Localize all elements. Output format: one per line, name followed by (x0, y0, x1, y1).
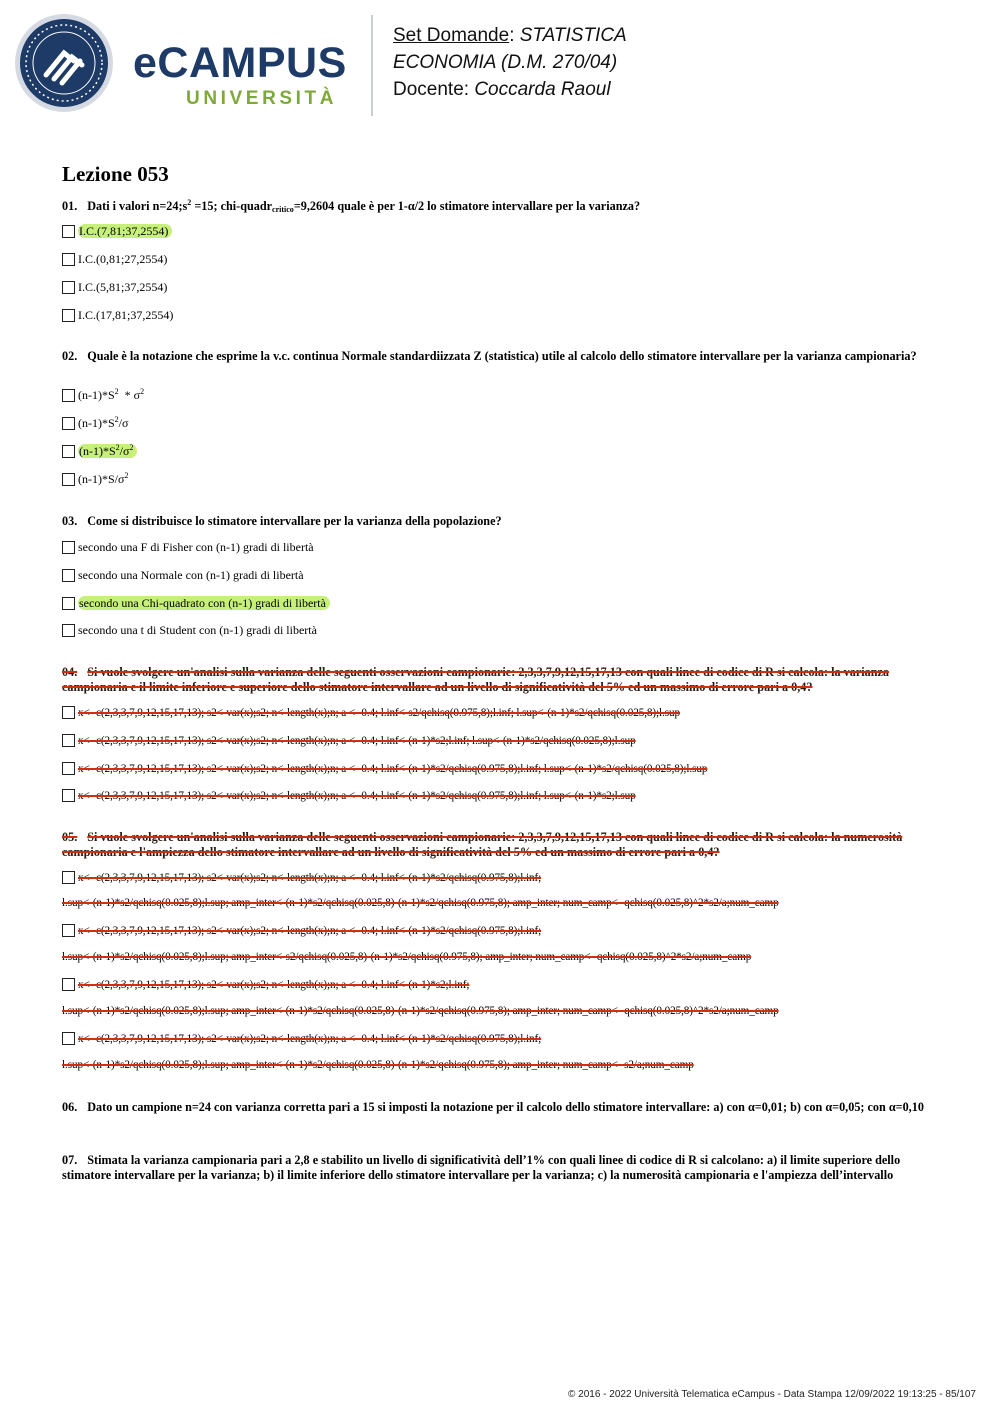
answer-option[interactable] (62, 924, 541, 937)
question-03 (62, 514, 936, 529)
answer-label: x<- c(2,3,3,7,9,12,15,17,13); s2<-var(x);s2; n<-length(x);n; a <- 0.4; l.inf<-(n-1)*s2/qchisq(0.975,8);l.inf; l.sup<-(n-1)*s2;l.sup (78, 790, 636, 802)
answer-checkbox[interactable] (62, 1032, 75, 1045)
question-text: Quale è la notazione che esprime la v.c. continua Normale standardiizzata Z (statistica) utile al calcolo dello stimatore intervallare per la varianza campionaria? (87, 349, 917, 363)
answer-checkbox[interactable] (62, 789, 75, 802)
question-01 (62, 199, 936, 214)
page-footer: © 2016 - 2022 Università Telematica eCampus - Data Stampa 12/09/2022 19:13:25 - 85/107 (568, 1389, 976, 1400)
answer-label-continuation: l.sup<-(n-1)*s2/qchisq(0.025,8);l.sup; amp_inter<-(n-1)*s2/qchisq(0.025,8)-(n-1)*s2/qchisq(0.975,8); amp_inter; num_camp<- s2/a;num_camp (62, 1059, 694, 1071)
question-text: Si vuole svolgere un'analisi sulla varianza delle seguenti osservazioni campionarie: 2,3,3,7,9,12,15,17,13 con quali linee di codice di R si calcola: la varianza campionaria e il limite inferiore e superiore dello stimatore intervallare ad un livello di significatività del 5% ed un massimo di errore pari a 0,4? (62, 665, 890, 694)
teacher-label: Docente: (393, 79, 475, 100)
answer-checkbox[interactable] (62, 734, 75, 747)
answer-label: $(n-1)*S^2/\sigma$ (78, 415, 129, 430)
question-sup: 2 (187, 198, 192, 207)
answer-option[interactable] (62, 389, 144, 402)
question-number: 03. (62, 514, 78, 528)
ecampus-wordmark: eCAMPUS (133, 39, 347, 87)
subject-line-2: ECONOMIA (D.M. 270/04) (393, 52, 618, 73)
question-number: 02. (62, 349, 78, 363)
answer-option[interactable] (62, 734, 636, 747)
answer-checkbox[interactable] (62, 417, 75, 430)
answer-label: secondo una F di Fisher con (n-1) gradi di libertà (78, 540, 314, 554)
question-07 (62, 1153, 936, 1183)
answer-label-continuation: l.sup<-(n-1)*s2/qchisq(0.025,8);l.sup; amp_inter<-(n-1)*s2/qchisq(0.025,8)-(n-1)*s2/qchisq(0.975,8); amp_inter; num_camp<- qchisq(0.025,8)^2*s2/a;num_camp (62, 897, 779, 909)
answer-label: $(n-1)*S^2 * \sigma^2$ (78, 387, 145, 402)
answer-label: x<- c(2,3,3,7,9,12,15,17,13); s2<-var(x);s2; n<-length(x);n; a <- 0.4; l.inf<-(n-1)*s2/qchisq(0.975,8);l.inf; (78, 872, 542, 884)
answer-option[interactable] (62, 281, 167, 294)
question-number: 06. (62, 1100, 78, 1114)
question-text: Come si distribuisce lo stimatore intervallare per la varianza della popolazione? (87, 514, 502, 528)
subject-line-1: STATISTICA (519, 25, 627, 46)
question-06 (62, 1100, 936, 1115)
answer-checkbox[interactable] (62, 253, 75, 266)
answer-option[interactable] (62, 978, 469, 991)
question-05 (62, 830, 936, 860)
question-text: Dato un campione n=24 con varianza corretta pari a 15 si imposti la notazione per il calcolo dello stimatore intervallare: a) con α=0,01; b) con α=0,05; con α=0,10 (87, 1100, 924, 1114)
answer-checkbox[interactable] (62, 541, 75, 554)
question-sub: critico (272, 205, 294, 214)
question-02 (62, 349, 936, 364)
question-number: 01. (62, 199, 78, 213)
answer-checkbox[interactable] (62, 473, 75, 486)
answer-option[interactable] (62, 624, 317, 637)
answer-label: I.C.(5,81;37,2554) (78, 280, 168, 294)
universita-wordmark: UNIVERSITÀ (186, 88, 338, 109)
question-text: =9,2604 quale è per 1-α/2 lo stimatore intervallare per la varianza? (293, 199, 641, 213)
answer-label: secondo una Normale con (n-1) gradi di libertà (78, 568, 304, 582)
set-colon: : (509, 25, 520, 46)
question-text: Si vuole svolgere un'analisi sulla varianza delle seguenti osservazioni campionarie: 2,3,3,7,9,12,15,17,13 con quali linee di codice di R si calcola: la numerosità campionaria e l'ampiezza dello stimatore intervallare ad un livello di significatività del 5% ed un massimo di errore pari a 0,4? (62, 830, 903, 859)
answer-option[interactable] (62, 417, 128, 430)
answer-label: I.C.(0,81;27,2554) (78, 252, 168, 266)
answer-label: x<- c(2,3,3,7,9,12,15,17,13); s2<-var(x);s2; n<-length(x);n; a <- 0.4; l.inf<-(n-1)*s2;l.inf; (78, 979, 470, 991)
answer-checkbox[interactable] (62, 445, 75, 458)
answer-option[interactable] (62, 253, 167, 266)
teacher-line (393, 80, 611, 99)
answer-option[interactable] (62, 597, 330, 610)
question-text: Dati i valori n=24;s (87, 199, 188, 213)
answer-label-continuation: l.sup<-(n-1)*s2/qchisq(0.025,8);l.sup; amp_inter<-s2/qchisq(0.025,8)-(n-1)*s2/qchisq(0.975,8); amp_inter; num_camp<- qchisq(0.025,8)^2*s2/a;num_camp (62, 951, 752, 963)
answer-option[interactable] (62, 762, 707, 775)
answer-label: x<- c(2,3,3,7,9,12,15,17,13); s2<-var(x);s2; n<-length(x);n; a <- 0.4; l.inf<-s2/qchisq(0.975,8);l.inf; l.sup<-(n-1)*s2/qchisq(0.025,8);l.sup (78, 707, 681, 719)
answer-option[interactable] (62, 225, 172, 238)
answer-checkbox[interactable] (62, 309, 75, 322)
answer-checkbox[interactable] (62, 924, 75, 937)
answer-label: $(n-1)*S/\sigma^2$ (78, 471, 129, 486)
answer-label: x<- c(2,3,3,7,9,12,15,17,13); s2<-var(x);s2; n<-length(x);n; a <- 0.4; l.inf<-(n-1)*s2/qchisq(0.975,8);l.inf; (78, 925, 542, 937)
question-number: 05. (62, 830, 78, 844)
university-seal-logo (14, 13, 114, 113)
answer-label-continuation: l.sup<-(n-1)*s2/qchisq(0.025,8);l.sup; amp_inter<-(n-1)*s2/qchisq(0.025,8)-(n-1)*s2/qchisq(0.975,8); amp_inter; num_camp<- qchisq(0.025,8)^2*s2/a;num_camp (62, 1005, 779, 1017)
answer-label-correct: secondo una Chi-quadrato con (n-1) gradi di libertà (78, 596, 330, 610)
answer-label: I.C.(17,81;37,2554) (78, 308, 174, 322)
answer-checkbox[interactable] (62, 978, 75, 991)
answer-option[interactable] (62, 569, 304, 582)
answer-option[interactable] (62, 1032, 541, 1045)
answer-option[interactable] (62, 309, 173, 322)
answer-label: x<- c(2,3,3,7,9,12,15,17,13); s2<-var(x);s2; n<-length(x);n; a <- 0.4; l.inf<-(n-1)*s2/qchisq(0.975,8);l.inf; l.sup<-(n-1)*s2/qchisq(0.025,8);l.sup (78, 763, 708, 775)
answer-option[interactable] (62, 473, 128, 486)
answer-checkbox[interactable] (62, 281, 75, 294)
answer-label: x<- c(2,3,3,7,9,12,15,17,13); s2<-var(x);s2; n<-length(x);n; a <- 0.4; l.inf<-(n-1)*s2;l.inf; l.sup<-(n-1)*s2/qchisq(0.025,8);l.sup (78, 735, 636, 747)
teacher-name: Coccarda Raoul (474, 79, 611, 100)
answer-option[interactable] (62, 541, 314, 554)
answer-label-correct: $(n-1)*S^2/\sigma^2$ (78, 444, 137, 458)
answer-checkbox[interactable] (62, 706, 75, 719)
answer-option[interactable] (62, 871, 541, 884)
question-text: Stimata la varianza campionaria pari a 2,8 e stabilito un livello di significatività dell’1% con quali linee di codice di R si calcolano: a) il limite superiore dello stimatore intervallare per la varianza; b) il limite inferiore dello stimatore intervallare per la varianza; c) la numerosità campionaria e l'ampiezza dell’intervallo (62, 1153, 901, 1182)
answer-checkbox[interactable] (62, 569, 75, 582)
answer-label: x<- c(2,3,3,7,9,12,15,17,13); s2<-var(x);s2; n<-length(x);n; a <- 0.4; l.inf<-(n-1)*s2/qchisq(0.975,8);l.inf; (78, 1033, 542, 1045)
answer-checkbox[interactable] (62, 624, 75, 637)
answer-checkbox[interactable] (62, 389, 75, 402)
answer-option[interactable] (62, 445, 137, 458)
question-number: 04. (62, 665, 78, 679)
set-label: Set Domande (393, 25, 510, 46)
answer-checkbox[interactable] (62, 762, 75, 775)
question-text: =15; chi-quadr (191, 199, 273, 213)
answer-option[interactable] (62, 789, 636, 802)
answer-checkbox[interactable] (62, 597, 75, 610)
question-04 (62, 665, 936, 695)
answer-checkbox[interactable] (62, 225, 75, 238)
header-divider (371, 15, 373, 116)
answer-option[interactable] (62, 706, 680, 719)
answer-label-correct: I.C.(7,81;37,2554) (78, 224, 172, 238)
set-domande-line (393, 26, 627, 45)
answer-label: secondo una t di Student con (n-1) gradi di libertà (78, 623, 317, 637)
question-number: 07. (62, 1153, 78, 1167)
answer-checkbox[interactable] (62, 871, 75, 884)
lesson-title: Lezione 053 (62, 162, 169, 186)
